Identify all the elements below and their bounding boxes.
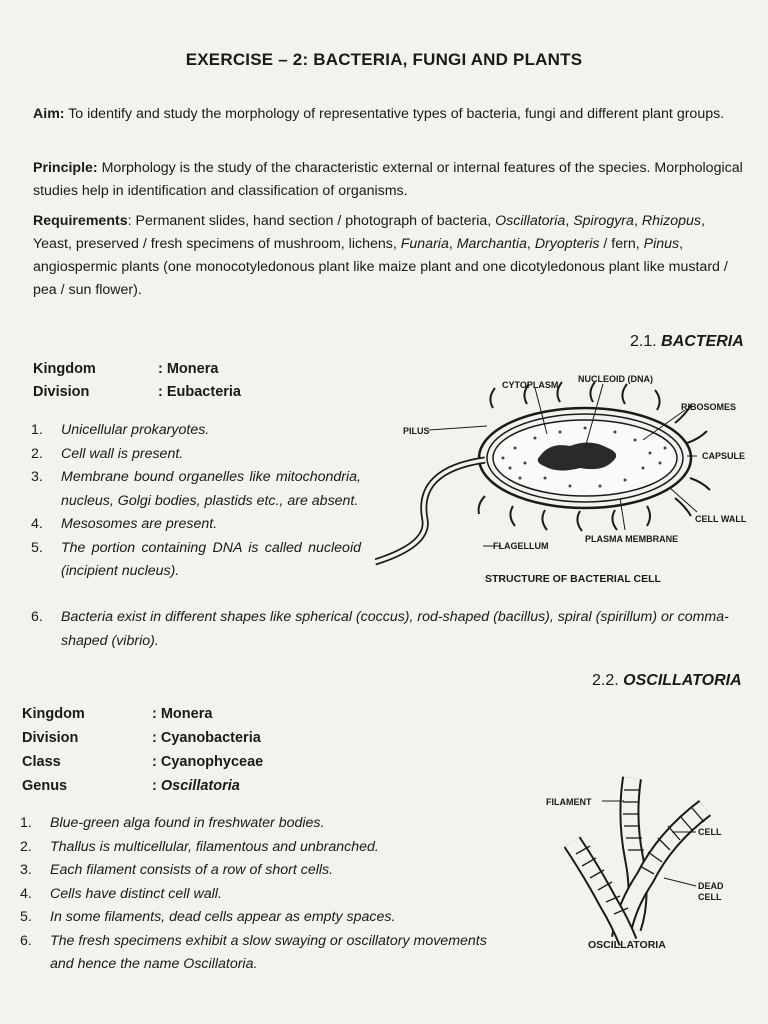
requirements-italic: Funaria bbox=[400, 236, 449, 252]
requirements-italic: Marchantia bbox=[456, 236, 527, 252]
bacteria-diagram-caption: STRUCTURE OF BACTERIAL CELL bbox=[485, 573, 661, 585]
principle-label: Principle: bbox=[33, 160, 98, 176]
list-number: 3. bbox=[20, 862, 32, 878]
requirements-italic: Dryopteris bbox=[534, 236, 600, 252]
aim-text: To identify and study the morphology of representative types of bacteria, fungi and different plant groups. bbox=[68, 106, 725, 122]
genus-value bbox=[152, 775, 240, 799]
requirements-label: Requirements bbox=[33, 213, 128, 229]
list-text: Blue-green alga found in freshwater bodies. bbox=[50, 815, 325, 831]
section-number: 2.1. bbox=[630, 333, 657, 350]
list-number: 3. bbox=[31, 469, 43, 485]
list-text: Bacteria exist in different shapes like spherical (coccus), rod-shaped (bacillus), spiral (spirillum) or comma-shaped (vibrio). bbox=[61, 609, 729, 649]
list-number: 6. bbox=[31, 609, 43, 625]
requirements-text: / fern, bbox=[599, 236, 644, 252]
oscillatoria-diagram bbox=[540, 768, 740, 958]
aim-paragraph bbox=[33, 103, 745, 126]
division-label: Division bbox=[22, 730, 79, 746]
division-label: Division bbox=[33, 384, 90, 400]
requirements-text: , bbox=[633, 213, 642, 229]
label-cell: CELL bbox=[698, 827, 722, 837]
list-item bbox=[31, 443, 361, 467]
oscillatoria-classification bbox=[22, 703, 342, 799]
list-text: Cell wall is present. bbox=[61, 445, 184, 462]
label-dead: DEAD bbox=[698, 881, 724, 891]
list-text: Membrane bound organelles like mitochondria, nucleus, Golgi bodies, plastids etc., are absent. bbox=[61, 469, 361, 509]
requirements-italic: Oscillatoria bbox=[495, 213, 566, 229]
kingdom-label: Kingdom bbox=[22, 706, 85, 722]
bacteria-classification bbox=[33, 358, 333, 408]
requirements-italic: Spirogyra bbox=[573, 213, 634, 229]
section-name: BACTERIA bbox=[661, 333, 744, 350]
requirements-text: , bbox=[448, 236, 457, 252]
requirements-text: , angiospermic plants (one monocotyledonous plant like maize plant and one dicotyledonous plant like mustard / pea / sun flower). bbox=[33, 236, 728, 298]
label-filament: FILAMENT bbox=[546, 797, 592, 807]
list-item bbox=[31, 466, 361, 513]
list-text: Thallus is multicellular, filamentous and unbranched. bbox=[50, 838, 379, 855]
label-nucleoid: NUCLEOID (DNA) bbox=[578, 374, 653, 384]
section-heading-bacteria bbox=[630, 333, 744, 351]
genus-name: Oscillatoria bbox=[160, 778, 240, 794]
list-item bbox=[20, 883, 490, 907]
section-heading-oscillatoria bbox=[592, 672, 742, 690]
class-value: : Cyanophyceae bbox=[152, 754, 264, 770]
requirements-text: : Permanent slides, hand section / photograph of bacteria, bbox=[127, 213, 496, 229]
requirements-italic: Pinus bbox=[643, 236, 680, 252]
requirements-paragraph bbox=[33, 210, 745, 302]
oscillatoria-diagram-caption: OSCILLATORIA bbox=[588, 939, 666, 951]
requirements-italic: Rhizopus bbox=[641, 213, 701, 229]
list-item bbox=[31, 537, 361, 584]
list-item bbox=[20, 836, 490, 860]
list-text: The fresh specimens exhibit a slow swaying or oscillatory movements and hence the name Oscillatoria. bbox=[50, 932, 487, 972]
principle-paragraph bbox=[33, 157, 745, 203]
list-item bbox=[20, 906, 490, 930]
bacterial-cell-diagram bbox=[375, 368, 750, 593]
list-text: Unicellular prokaryotes. bbox=[61, 422, 210, 438]
list-number: 6. bbox=[20, 932, 32, 949]
list-number: 2. bbox=[31, 445, 43, 462]
list-text: The portion containing DNA is called nucleoid (incipient nucleus). bbox=[61, 539, 361, 579]
section-number: 2.2. bbox=[592, 672, 619, 689]
bacteria-points-narrow bbox=[31, 419, 361, 584]
list-item bbox=[20, 812, 490, 836]
list-number: 4. bbox=[31, 516, 43, 532]
oscillatoria-points bbox=[20, 812, 490, 977]
section-name: OSCILLATORIA bbox=[623, 672, 742, 689]
list-text: Each filament consists of a row of short cells. bbox=[50, 862, 334, 878]
kingdom-value: : Monera bbox=[152, 706, 213, 722]
list-number: 2. bbox=[20, 838, 32, 855]
requirements-text: , bbox=[565, 213, 574, 229]
list-number: 1. bbox=[20, 815, 32, 831]
flagellum-inner bbox=[375, 460, 485, 562]
principle-text: Morphology is the study of the characteristic external or internal features of the species. Morphological studies help in identification and classification of organisms. bbox=[33, 160, 743, 199]
list-number: 5. bbox=[31, 539, 43, 556]
genus-label: Genus bbox=[22, 778, 68, 794]
list-text: Mesosomes are present. bbox=[61, 516, 218, 532]
label-plasma-membrane: PLASMA MEMBRANE bbox=[585, 534, 679, 544]
flagellum-outer bbox=[375, 460, 485, 562]
list-text: Cells have distinct cell wall. bbox=[50, 885, 222, 902]
class-label: Class bbox=[22, 754, 61, 770]
label-pilus: PILUS bbox=[403, 426, 430, 436]
requirements-text: , bbox=[526, 236, 535, 252]
list-item bbox=[31, 606, 746, 653]
list-number: 4. bbox=[20, 885, 32, 902]
label-cytoplasm: CYTOPLASM bbox=[502, 380, 559, 390]
list-number: 1. bbox=[31, 422, 43, 438]
kingdom-value: : Monera bbox=[158, 361, 219, 377]
list-item bbox=[20, 930, 490, 977]
label-flagellum: FLAGELLUM bbox=[493, 541, 549, 551]
list-item bbox=[31, 513, 361, 537]
division-value: : Cyanobacteria bbox=[152, 730, 261, 746]
kingdom-label: Kingdom bbox=[33, 361, 96, 377]
list-item bbox=[31, 419, 361, 443]
label-cell-wall: CELL WALL bbox=[695, 514, 747, 524]
label-capsule: CAPSULE bbox=[702, 451, 746, 461]
list-number: 5. bbox=[20, 909, 32, 925]
label-dead-cell: CELL bbox=[698, 892, 722, 902]
division-value: : Eubacteria bbox=[158, 384, 241, 400]
page-title: EXERCISE – 2: BACTERIA, FUNGI AND PLANTS bbox=[185, 50, 583, 69]
genus-prefix: : bbox=[152, 778, 161, 794]
requirements-text: , Yeast, preserved / fresh specimens of mushroom, lichens, bbox=[33, 213, 705, 252]
list-text: In some filaments, dead cells appear as empty spaces. bbox=[50, 909, 396, 925]
label-ribosomes: RIBOSOMES bbox=[681, 402, 737, 412]
list-item bbox=[20, 859, 490, 883]
bacteria-points-wide bbox=[31, 606, 746, 653]
aim-label: Aim: bbox=[33, 106, 65, 122]
